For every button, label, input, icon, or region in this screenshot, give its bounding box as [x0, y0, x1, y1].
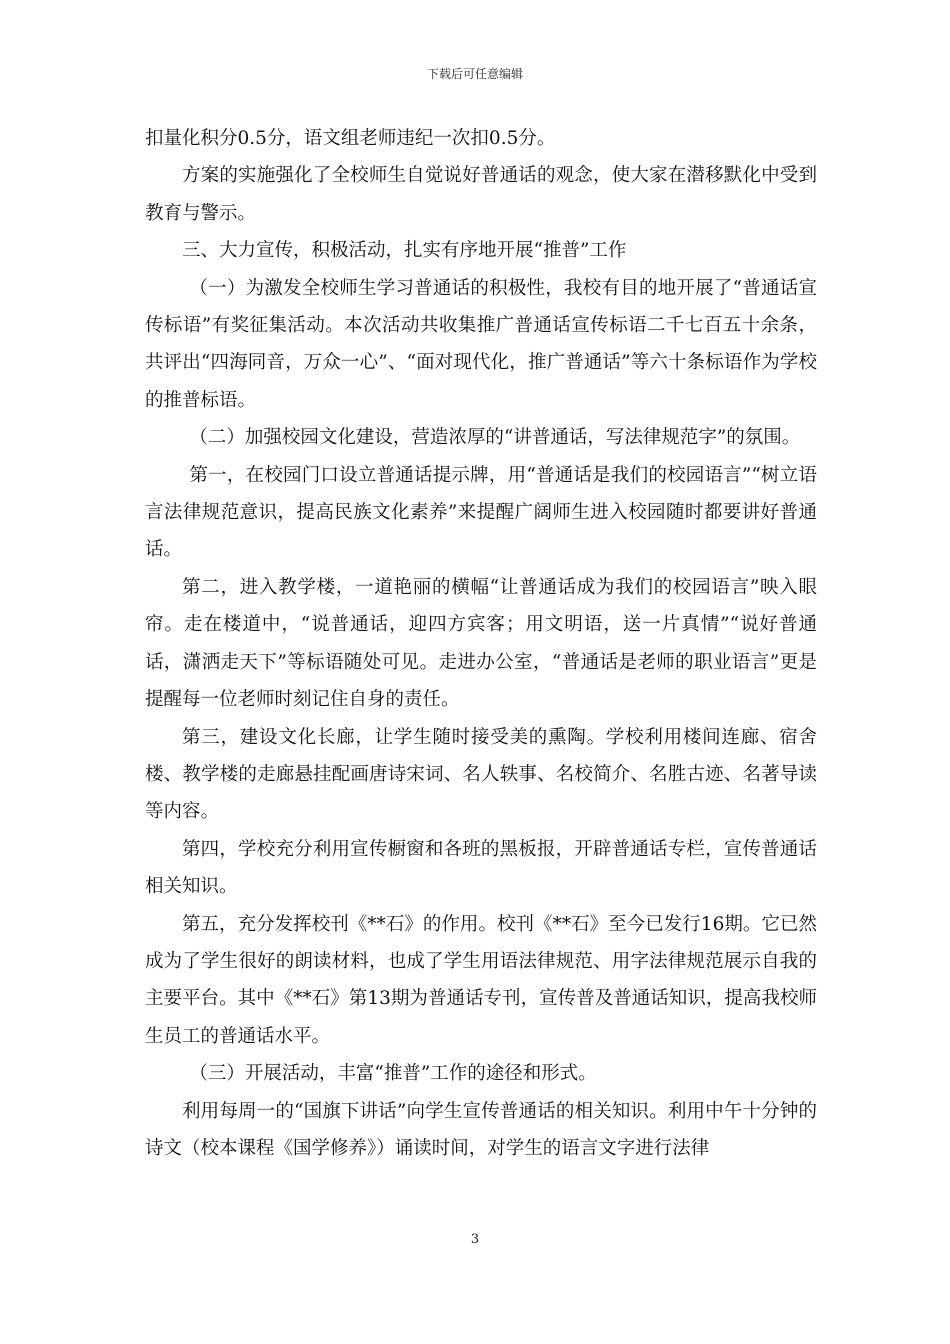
paragraph-subsection-3: （三）开展活动，丰富“推普”工作的途径和形式。 [189, 1063, 597, 1085]
paragraph-subsection-2: （二）加强校园文化建设，营造浓厚的“讲普通话，写法律规范字”的氛围。 [189, 427, 801, 449]
page-number: 3 [470, 1232, 480, 1247]
section-heading-3: 三、大力宣传，积极活动，扎实有序地开展“推普”工作 [182, 240, 627, 262]
page-header: 下载后可任意编辑 [426, 67, 523, 81]
paragraph-2: 方案的实施强化了全校师生自觉说好普通话的观念，使大家在潜移默化中受到教育与警示。 [145, 165, 817, 224]
paragraph-fourth-item: 第四，学校充分利用宣传橱窗和各班的黑板报，开辟普通话专栏，宣传普通话相关知识。 [145, 838, 817, 898]
paragraph-fifth-item: 第五，充分发挥校刊《**石》的作用。校刊《**石》至今已发行16期。它已然成为了学生很好的朗读材料，也成了学生用语法律规范、用字法律规范展示自我的主要平台。其中《**石》第13期为普通话专刊，宣传普及普通话知识，提高我校师生员工的普通话水平。 [145, 913, 817, 1047]
paragraph-activities: 利用每周一的“国旗下讲话”向学生宣传普通话的相关知识。利用中午十分钟的诗文（校本课程《国学修养》）诵读时间，对学生的语言文字进行法律 [145, 1100, 817, 1159]
paragraph-1: 扣量化积分0.5分，语文组老师违纪一次扣0.5分。 [145, 128, 556, 149]
paragraph-subsection-1: （一）为激发全校师生学习普通话的积极性，我校有目的地开展了“普通话宣传标语”有奖征集活动。本次活动共收集推广普通话宣传标语二千七百五十余条，共评出“四海同音，万众一心”、“面对现代化，推广普通话”等六十条标语作为学校的推普标语。 [145, 277, 817, 411]
document-body [145, 120, 817, 1167]
paragraph-third-item: 第三，建设文化长廊，让学生随时接受美的熏陶。学校利用楼间连廊、宿舍楼、教学楼的走廊悬挂配画唐诗宋词、名人轶事、名校简介、名胜古迹、名著导读等内容。 [145, 726, 817, 823]
paragraph-second-item: 第二，进入教学楼，一道艳丽的横幅“让普通话成为我们的校园语言”映入眼帘。走在楼道中，“说普通话，迎四方宾客；用文明语，送一片真情”“说好普通话，潇洒走天下”等标语随处可见。走进办公室，“普通话是老师的职业语言”更是提醒每一位老师时刻记住自身的责任。 [145, 576, 817, 711]
paragraph-first-item: 第一，在校园门口设立普通话提示牌，用“普通话是我们的校园语言”“树立语言法律规范意识，提高民族文化素养”来提醒广阔师生进入校园随时都要讲好普通话。 [145, 464, 817, 561]
